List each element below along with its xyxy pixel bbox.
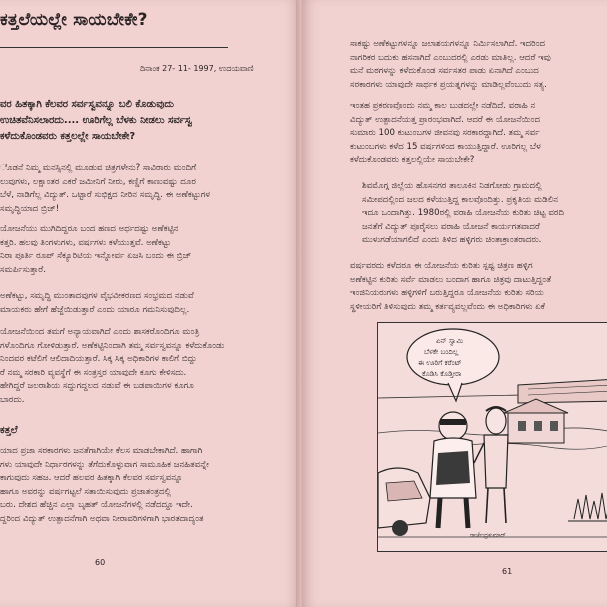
bubble-line: ಕೊಡಿಸಿ ಕೊಡ್ತೀರಾ	[422, 370, 462, 378]
title-rule	[0, 47, 228, 48]
submerged-building-icon	[504, 399, 568, 443]
politician-figure-icon	[430, 412, 476, 528]
text-line: ಗಳೊಂದಿಗೂ ಗೋಳಿಡುತ್ತಾರೆ. ಅಣೆಕಟ್ಟಿನಿಂದಾಗಿ ತಮ್ಮ ಸರ್ವಸ್ವವನ್ನೂ ಕಳೆದುಕೊಂಡು	[0, 340, 225, 351]
cartoon-drawing	[378, 323, 607, 551]
article-title: ಕತ್ತಲೆಯಲ್ಲೇ ಸಾಯಬೇಕೇ?	[0, 10, 148, 30]
text-line: ನಾಗರಿಕರ ಬದುಕು ಹಸನಾಗಿದೆ ಎಂಬುದರಲ್ಲಿ ಎರಡು ಮಾತಿಲ್ಲ. ಆದರೆ ಇವು	[350, 52, 551, 63]
bushes-icon	[568, 493, 607, 521]
text-line: ಸ್ಥಳೀಯರಿಗೆ ತಿಳಿಸುವುದು ತಮ್ಮ ಕರ್ತವ್ಯವಲ್ಲವೆಂದು ಈ ಅಧಿಕಾರಿಗಳು ಏಕೆ	[350, 301, 545, 312]
text-line: ವಿದ್ಯುತ್ ಉತ್ಪಾದನೆಯತ್ತ ಪ್ರಾರಂಭವಾಗಿದೆ. ಆದರೆ ಈ ಯೋಜನೆಯಿಂದ	[350, 114, 541, 125]
text-line: ಸರಕಾರಗಳು ಯಾವುದೇ ಸಾರ್ಥಕ ಪ್ರಯತ್ನಗಳನ್ನು ಮಾಡಿಲ್ಲವೆಂಬುದು ಸತ್ಯ.	[350, 79, 547, 90]
text-line: ಸುಮಾರು 100 ಕುಟುಂಬಗಳ ಜೀವನವು ಸರಕಾರದ್ದಾಗಿದೆ. ತಮ್ಮ ಸರ್ವ	[350, 128, 540, 139]
text-line: ಮನೆ ಮಠಗಳನ್ನು ಕಳೆದುಕೊಂಡ ಸರ್ವಸತರ ಪಾಡು ಏನಾಗಿದೆ ಎಂಬುದ	[350, 66, 539, 77]
paragraph-4	[0, 326, 224, 408]
paragraph-r1	[350, 38, 551, 92]
bubble-line: ಈ ಊರಿಗೆ ಕರೆಂಟ್	[418, 359, 462, 367]
text-line: ಯೋಜನೆಯು ಮುಗಿದಿದ್ದರೂ ಬಂದ ಹಣದ ಅರ್ಧದಷ್ಟು ಅಣೆಕಟ್ಟಿನ	[0, 224, 179, 234]
text-line: ಇಂತಹ ಪ್ರಕರಣವೊಂದು ನಮ್ಮ ಕಾಲ ಬುಡದಲ್ಲೇ ನಡೆದಿದೆ. ವರಾಹಿ ನ	[350, 101, 536, 111]
text-line: ಯಾದ ಪ್ರಜಾ ಸರಕಾರಗಳು ಜನತೆಗಾಗಿಯೇ ಕೆಲಸ ಮಾಡಬೇಕಾಗಿದೆ. ಹಾಗಾಗಿ	[0, 446, 203, 456]
bubble-line: ಬೆಳಕೇ ಬಂದಿಲ್ಲ	[424, 348, 459, 356]
text-line: ಹಾಗೂ ಅವರನ್ನು ವರ್ಷಗಟ್ಟಲೆ ಸತಾಯಿಸುವುದು ಪ್ರಜಾತಂತ್ರದಲ್ಲಿ	[0, 486, 172, 497]
paragraph-5	[0, 445, 209, 527]
text-line: ವರ್ಷವರದು ಕಳೆದರೂ ಈ ಯೋಜನೆಯ ಕುರಿತು ಸ್ಪಷ್ಟ ಚಿತ್ರಣ ಹಳ್ಳಿಗ	[350, 261, 533, 271]
text-line: ಗಳು ಯಾವುದೇ ನಿರ್ಧಾರಗಳನ್ನು ತೆಗೆದುಕೊಳ್ಳುವಾಗ ಸಾಮೂಹಿಕ ಜನಹಿತವನ್ನೇ	[0, 459, 209, 470]
text-line: ಸಮೀಪದಲ್ಲಿಂದ ಜಲದ ಕಳೆಯುತ್ತಿದ್ದ ಕಾಲವೊಂದಿತ್ತು. ಪ್ರಕೃತಿಯ ಮಡಿಲಿನ	[362, 194, 558, 205]
text-line: ಕಳೆದುಕೊಂಡವರು ಕತ್ತಲಲ್ಲಿಯೇ ಸಾಯಬೇಕೇ?	[350, 155, 475, 166]
intro-lead	[0, 97, 192, 145]
intro-line: ಉಚಿತವೆನಿಸಲಾರದು.... ಊರಿಗೆಲ್ಲ ಬೆಳಕು ನೀಡಲು ಸರ್ವಸ್ವ	[0, 115, 193, 126]
dateline: ದಿನಾಂಕ 27- 11- 1997, ಉದಯವಾಣಿ	[140, 64, 254, 73]
text-line: ಸಮರ್ಪಿಸುತ್ತಾರೆ.	[0, 264, 46, 275]
page-number-left: 60	[95, 558, 106, 567]
text-line: ಕತ್ತರಿ. ಹಲವು ತಿಂಗಳುಗಳು, ವರ್ಷಗಳು ಕಳೆಯುತ್ತವೆ. ಅಣೆಕಟ್ಟು	[0, 237, 171, 248]
section-subheading: ಕತ್ತಲೆ	[0, 425, 18, 436]
paragraph-2	[0, 223, 191, 277]
text-line: ದ್ದರಿಂದ ವಿದ್ಯುತ್ ಉತ್ಪಾದನೆಗಾಗಿ ಅಥವಾ ನೀರಾವರಿಗಳಿಗಾಗಿ ಭಾರತದಾದ್ಯಂತ	[0, 513, 204, 524]
left-page	[0, 0, 300, 607]
bubble-line: ಏನ್ ಸ್ವಾಮಿ	[436, 337, 464, 345]
paragraph-r2	[350, 100, 541, 168]
text-line: ಅಣೆಕಟ್ಟು, ಸಮೃದ್ಧಿ ಮುಂತಾದವುಗಳ ವೈಭವೀಕರಣದ ಸಂಭ್ರಮದ ನಡುವೆ	[0, 291, 194, 301]
text-line: ನಿಂದವರ ಕಟೆಲಿಗೆ ಆಲಿದಾದಿಯತ್ತಾರೆ. ಸಿಕ್ಕ ಸಿಕ್ಕ ಅಧಿಕಾರಿಗಳ ಕಾಲಿಗೆ ಬಿದ್ದು	[0, 354, 197, 365]
dam-icon	[518, 379, 607, 403]
cartoonist-signature: ರಾಜೇಂದ್ರಕುಮಾರ್	[470, 532, 506, 539]
paragraph-r3	[362, 180, 564, 248]
page-number-right: 61	[502, 567, 513, 576]
text-line: ರೆ ನಮ್ಮ ಸರಕಾರಿ ವ್ಯವಸ್ಥೆಗೆ ಈ ಸಂತ್ರಸ್ತರ ಯಾವುದೇ ಕೂಗು ಕೇಳಿಸದು.	[0, 367, 187, 378]
text-line: ಕಾಗುವುದು ಸಹಜ. ಆದರೆ ಹಲವರ ಹಿತಕ್ಕಾಗಿ ಕೆಲವರ ಸರ್ವಸ್ವವನ್ನೂ	[0, 473, 183, 484]
text-line: ಕುಟುಂಬಗಳು ಕಳೆದ 15 ವರ್ಷಗಳಿಂದ ಕಾಯುತ್ತಿದ್ದಾರೆ. ಊರಿಗಲ್ಲ ಬೆಳ	[350, 141, 541, 152]
paragraph-r4	[350, 260, 551, 314]
text-line: ಮುಳುಗಡೆಯಾಗಲಿದೆ ಎಂದು ತಿಳಿದ ಹಳ್ಳಿಗರು ಚಿಂತಾಕ್ರಾಂತರಾದರು.	[362, 235, 542, 246]
text-line: ಶಿವಮೊಗ್ಗ ಜಿಲ್ಲೆಯ ಹೊಸನಗರ ತಾಲೂಕಿನ ನಿಡಗೋಡು ಗ್ರಾಮದಲ್ಲಿ	[362, 181, 542, 191]
text-line: ಸಮೃದ್ಧಿಯಾದ ಬ್ರಿಜ್!	[0, 203, 60, 214]
text-line: ಬೆಳೆ, ನಾಡಿಗೆಲ್ಲ ವಿದ್ಯುತ್. ಒಟ್ಟಾರೆ ಸುಭಿಕ್ಷದ ನೀರಿನ ಸಮೃದ್ಧಿ. ಈ ಅಣೆಕಟ್ಟುಗಳ	[0, 190, 211, 201]
intro-line: ವರ ಹಿತಕ್ಕಾಗಿ ಕೆಲವರ ಸರ್ವಸ್ವವನ್ನೂ ಬಲಿ ಕೊಡುವುದು	[0, 99, 174, 110]
text-line: ಸಾಕಷ್ಟು ಅಣೆಕಟ್ಟುಗಳನ್ನೂ ಜಲಾಶಯಗಳನ್ನೂ ನಿರ್ಮಿಸಲಾಗಿದೆ. ಇದರಿಂದ	[350, 39, 546, 49]
text-line: ಲುವುಗಳು, ಲಕ್ಷಾಂತರ ಎಕರೆ ಜಮೀನಿಗೆ ನೀರು, ಕಣ್ಣಿಗೆ ಕಾಣುವಷ್ಟು ದೂರ	[0, 176, 196, 187]
paragraph-1	[0, 162, 210, 216]
paragraph-3	[0, 290, 194, 317]
text-line: ಯೋಜನೆಯಿಂದ ತಮಗೆ ಅನ್ಯಾಯವಾಗಿದೆ ಎಂದು ಶಾಸಕರೊಂದಿಗೂ ಮಂತ್ರಿ	[0, 327, 200, 337]
text-line: ಇದೂ ಒಂದಾಗಿತ್ತು. 1980ರಲ್ಲಿ ವರಾಹಿ ಯೋಜನೆಯ ಕುರಿತು ಚಿಟ್ಟ ವರದಿ	[362, 208, 565, 219]
editorial-cartoon	[377, 322, 607, 552]
car-icon	[378, 468, 430, 536]
text-line: ಮಾಯಕರು ಹೇಗೆ ಹೆಜ್ಜೆಯಿಡುತ್ತಾರೆ ಎಂದು ಯಾರೂ ಗಮನಿಸುವುದಿಲ್ಲ.	[0, 304, 190, 315]
text-line: ನಿರಾ ಪೂರ್ತಿ ರೂಪ್ ಸೆಕ್ಯೂರಿಟಿಯ ಇನ್ನೋರ್ವ ಏಜಸಿ ಬಂದು ಈ ಬ್ರಿಜ್	[0, 251, 192, 262]
text-line: ಹೇಗಿದ್ದರೆ ಜಲರಾಶಿಯ ಸದ್ದುಗದ್ದಲದ ನಡುವೆ ಈ ಬಡಪಾಯಿಗಳ ಕೂಗೂ	[0, 381, 194, 392]
text-line: ೊಡನೆ ನಿಮ್ಮ ಮನಸ್ಸಿನಲ್ಲಿ ಮೂಡುವ ಚಿತ್ರಗಳೇನು? ಸಾವಿರಾರು ಮಂದಿಗೆ	[0, 163, 197, 173]
text-line: ಬರು. ದೇಶದ ಹೆಚ್ಚಿನ ಎಲ್ಲಾ ಬೃಹತ್ ಯೋಜನೆಗಳಲ್ಲಿ ನಡೆದದ್ದೂ ಇದೇ.	[0, 500, 193, 511]
villager-figure-icon	[474, 407, 508, 523]
intro-line: ಕಳೆದುಕೊಂಡವರು ಕತ್ತಲಲ್ಲೇ ಸಾಯಬೇಕೇ?	[0, 131, 136, 142]
text-line: ಇಂಜಿನಿಯರುಗಳು ಹಳ್ಳಿಗಳಿಗೆ ಬರುತ್ತಿದ್ದರೂ ಯೋಜನೆಯ ಕುರಿತು ಸರಿಯ	[350, 288, 544, 299]
text-line: ಬಾರದು.	[0, 394, 25, 405]
text-line: ಜನತೆಗೆ ವಿದ್ಯುತ್ ಪೂರೈಸಲು ವರಾಹಿ ಯೋಜನೆ ಕಾರ್ಯಗತವಾದರೆ	[362, 221, 540, 232]
text-line: ಅಣೆಕಟ್ಟಿನ ಕುರಿತು ಸರ್ವೆ ಮಾಡಲು ಬಂದಾಗ ಹಾಗೂ ಚಿತ್ರವು ದಾಟುತ್ತಿದ್ದಂತೆ	[350, 274, 552, 285]
right-page	[302, 0, 607, 607]
